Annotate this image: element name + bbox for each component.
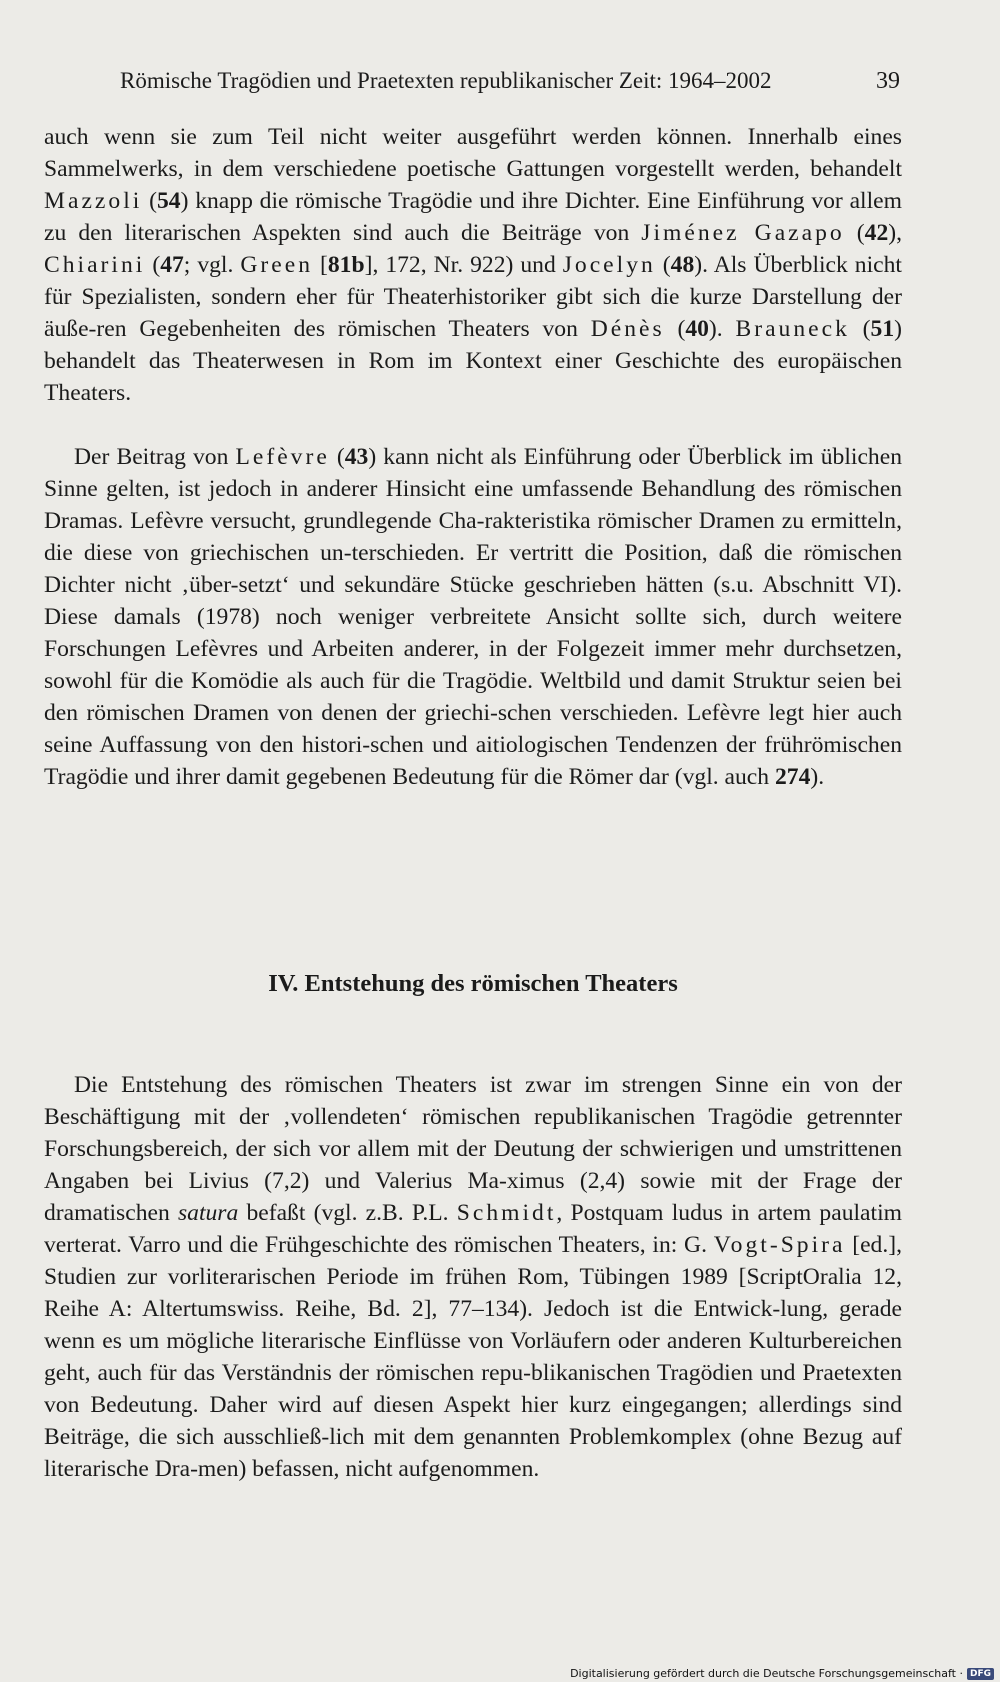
text: ) behandelt das Theaterwesen in Rom im Kontext einer Geschichte des europäischen Theaters. bbox=[44, 316, 902, 406]
text: ). bbox=[810, 764, 825, 790]
digitization-footer bbox=[570, 1667, 994, 1680]
ref-81b: 81b bbox=[327, 252, 365, 278]
text: ( bbox=[145, 252, 161, 278]
ref-48: 48 bbox=[670, 252, 695, 278]
text: ( bbox=[849, 316, 871, 342]
text: Der Beitrag von bbox=[74, 444, 236, 470]
ref-40: 40 bbox=[685, 316, 709, 342]
text: , Postquam ludus in artem paulatim verterat. Varro und die Frühgeschichte des römischen Theaters, in: G. bbox=[44, 1200, 902, 1258]
ref-43: 43 bbox=[344, 444, 369, 470]
term-satura: satura bbox=[177, 1200, 239, 1226]
text: befaßt (vgl. z.B. P.L. bbox=[238, 1200, 457, 1226]
author-green: Green bbox=[240, 252, 314, 278]
author-lefevre: Lefèvre bbox=[235, 444, 330, 470]
text: [ bbox=[313, 252, 328, 278]
ref-42: 42 bbox=[864, 220, 889, 246]
text: ( bbox=[655, 252, 671, 278]
ref-47: 47 bbox=[160, 252, 184, 278]
text: ( bbox=[664, 316, 686, 342]
author-brauneck: Brauneck bbox=[735, 316, 850, 342]
author-schmidt: Schmidt bbox=[456, 1200, 557, 1226]
text: auch wenn sie zum Teil nicht weiter ausgeführt werden können. Innerhalb eines Sammelwerks, in dem verschiedene poetische Gattungen vorgestellt werden, behandelt bbox=[44, 124, 902, 182]
text: ). Als Überblick nicht für Spezialisten, sondern eher für Theaterhistoriker gibt sich die kurze Darstellung der äuße-ren Gegebenheiten des römischen Theaters von bbox=[44, 252, 902, 342]
text: ). bbox=[708, 316, 736, 342]
dfg-logo: DFG bbox=[967, 1668, 994, 1680]
text: ( bbox=[844, 220, 865, 246]
section-heading: IV. Entstehung des römischen Theaters bbox=[268, 970, 678, 997]
text: [ed.], Studien zur vorliterarischen Periode im frühen Rom, Tübingen 1989 [ScriptOralia 12, Reihe A: Altertumswiss. Reihe, Bd. 2], 77–134). Jedoch ist die Entwick-lung, gerade wenn es um mögliche literarische Einflüsse von Vorläufern oder anderen Kulturbereichen geht, auch für das Verständnis der römischen repu-blikanischen Tragödien und Praetexten von Bedeutung. Daher wird auf diesen Aspekt hier kurz eingegangen; allerdings sind Beiträge, die sich ausschließ-lich mit dem genannten Problemkomplex (ohne Bezug auf literarische Dra-men) befassen, nicht aufgenommen. bbox=[44, 1232, 902, 1482]
author-chiarini: Chiarini bbox=[44, 252, 146, 278]
page-number: 39 bbox=[876, 68, 900, 94]
author-vogt-spira: Vogt-Spira bbox=[713, 1232, 846, 1258]
text: ; vgl. bbox=[183, 252, 241, 278]
ref-54: 54 bbox=[156, 188, 181, 214]
text: ) kann nicht als Einführung oder Überblick im üblichen Sinne gelten, ist jedoch in anderer Hinsicht eine umfassende Behandlung des römischen Dramas. Lefèvre versucht, grundlegende Cha-rakteristika römischer Dramen zu ermitteln, die diese von griechischen un-terschieden. Er vertritt die Position, daß die römischen Dichter nicht ‚über-setzt‘ und sekundäre Stücke geschrieben hätten (s.u. Abschnitt VI). Diese damals (1978) noch weniger verbreitete Ansicht sollte sich, durch weitere Forschungen Lefèvres und Arbeiten anderer, in der Folgezeit immer mehr durchsetzen, sowohl für die Komödie als auch für die Tragödie. Weltbild und damit Struktur seien bei den römischen Dramen von denen der griechi-schen verschieden. Lefèvre legt hier auch seine Auffassung von den histori-schen und aitiologischen Tendenzen der frührömischen Tragödie und ihrer damit gegebenen Bedeutung für die Römer dar (vgl. auch bbox=[44, 444, 902, 790]
text: ), bbox=[888, 220, 902, 246]
running-title: Römische Tragödien und Praetexten republikanischer Zeit: 1964–2002 bbox=[120, 68, 772, 93]
author-mazzoli: Mazzoli bbox=[44, 188, 143, 214]
paragraph-3 bbox=[44, 1069, 902, 1485]
paragraph-1 bbox=[44, 121, 902, 409]
paragraph-2 bbox=[44, 441, 902, 793]
text: ( bbox=[329, 444, 345, 470]
author-denes: Dénès bbox=[590, 316, 665, 342]
author-jocelyn: Jocelyn bbox=[562, 252, 656, 278]
ref-51: 51 bbox=[870, 316, 895, 342]
text: ) knapp die römische Tragödie und ihre Dichter. Eine Einführung vor allem zu den literarischen Aspekten sind auch die Beiträge von bbox=[44, 188, 902, 246]
text: Die Entstehung des römischen Theaters ist zwar im strengen Sinne ein von der Beschäftigung mit der ‚vollendeten‘ römischen republikanischen Tragödie getrennter Forschungsbereich, der sich vor allem mit der Deutung der schwierigen und umstrittenen Angaben bei Livius (7,2) und Valerius Ma-ximus (2,4) sowie mit der Frage der dramatischen bbox=[44, 1072, 902, 1226]
author-jimenez-gazapo: Jiménez Gazapo bbox=[641, 220, 845, 246]
footer-text: Digitalisierung gefördert durch die Deutsche Forschungsgemeinschaft · bbox=[570, 1667, 963, 1680]
ref-274: 274 bbox=[774, 764, 811, 790]
text: ], 172, Nr. 922) und bbox=[364, 252, 563, 278]
text: ( bbox=[142, 188, 157, 214]
